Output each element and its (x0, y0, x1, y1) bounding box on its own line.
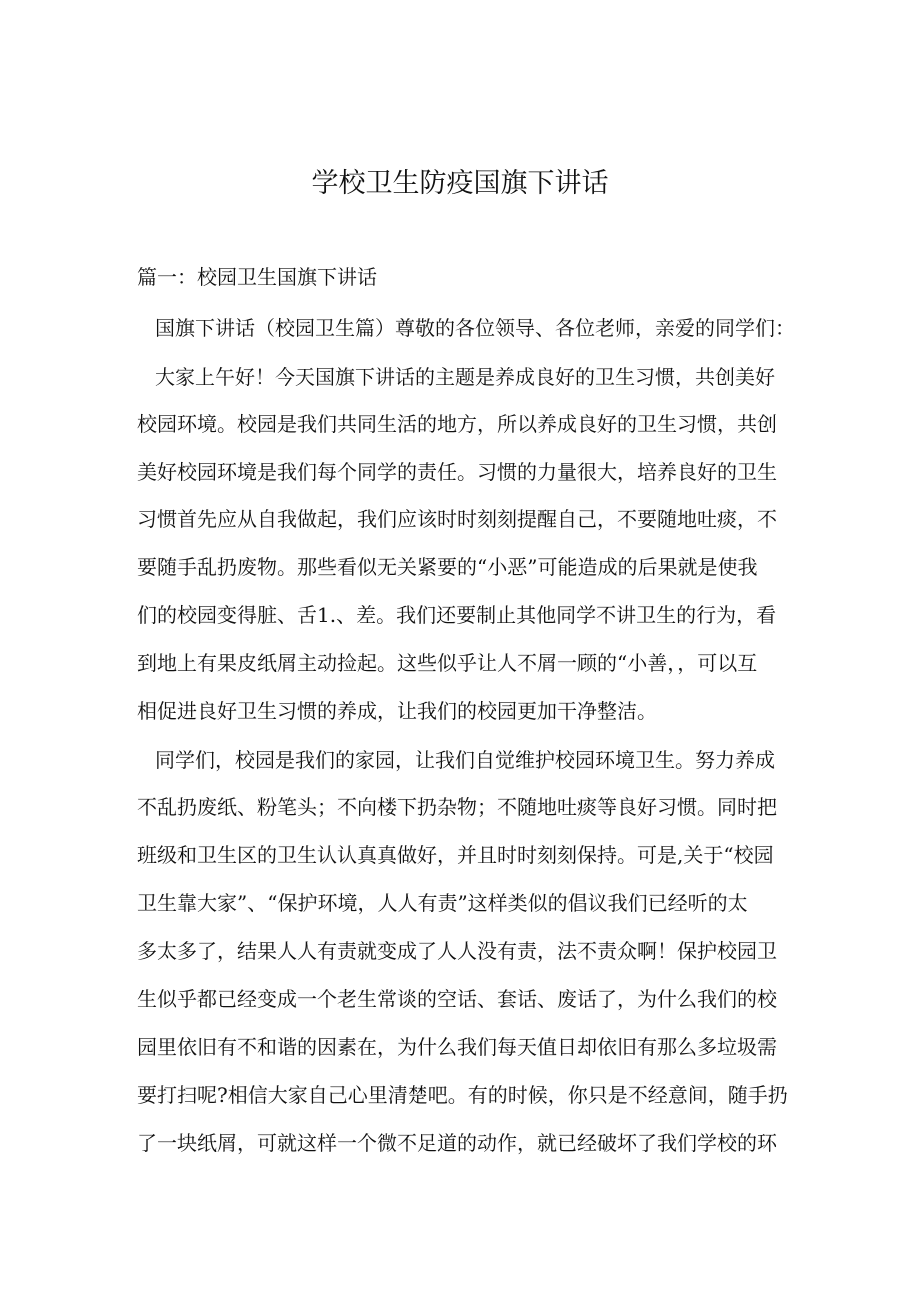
paragraph-line: 们的校园变得脏、舌1.、差。我们还要制止其他同学不讲卫生的行为，看 (137, 603, 777, 627)
paragraph-line: 要打扫呢?相信大家自己心里清楚吧。有的时候，你只是不经意间，随手扔 (137, 1083, 788, 1107)
paragraph-line: 校园环境。校园是我们共同生活的地方，所以养成良好的卫生习惯，共创 (137, 412, 777, 436)
paragraph-line: 国旗下讲话（校园卫生篇）尊敬的各位领导、各位老师，亲爱的同学们： (155, 316, 795, 340)
paragraph-line: 同学们，校园是我们的家园，让我们自觉维护校园环境卫生。努力养成 (155, 748, 775, 772)
paragraph-line: 到地上有果皮纸屑主动捡起。这些似乎让人不屑一顾的“小善，，可以互 (137, 651, 758, 675)
paragraph-line: 生似乎都已经变成一个老生常谈的空话、套话、废话了，为什么我们的校 (137, 987, 777, 1011)
paragraph-line: 园里依旧有不和谐的因素在，为什么我们每天值日却依旧有那么多垃圾需 (137, 1035, 777, 1059)
paragraph-line: 美好校园环境是我们每个同学的责任。习惯的力量很大，培养良好的卫生 (137, 460, 777, 484)
paragraph-line: 卫生靠大家”、“保护环境，人人有责”这样类似的倡议我们已经听的太 (137, 891, 748, 915)
paragraph-line: 多太多了，结果人人有责就变成了人人没有责，法不责众啊！保护校园卫 (137, 939, 777, 963)
paragraph-line: 不乱扔废纸、粉笔头；不向楼下扔杂物；不随地吐痰等良好习惯。同时把 (137, 795, 777, 819)
paragraph-line: 要随手乱扔废物。那些看似无关紧要的“小恶”可能造成的后果就是使我 (137, 555, 758, 579)
paragraph-line: 习惯首先应从自我做起，我们应该时时刻刻提醒自己，不要随地吐痰，不 (137, 507, 777, 531)
paragraph-line: 相促进良好卫生习惯的养成，让我们的校园更加干净整洁。 (137, 699, 657, 723)
paragraph-line: 大家上午好！今天国旗下讲话的主题是养成良好的卫生习惯，共创美好 (155, 365, 775, 389)
paragraph-line: 了一块纸屑，可就这样一个微不足道的动作，就已经破坏了我们学校的环 (137, 1131, 777, 1155)
section-heading: 篇一：校园卫生国旗下讲话 (137, 265, 377, 289)
document-title: 学校卫生防疫国旗下讲话 (311, 168, 609, 199)
paragraph-line: 班级和卫生区的卫生认认真真做好，并且时时刻刻保持。可是,关于“校园 (137, 843, 774, 867)
